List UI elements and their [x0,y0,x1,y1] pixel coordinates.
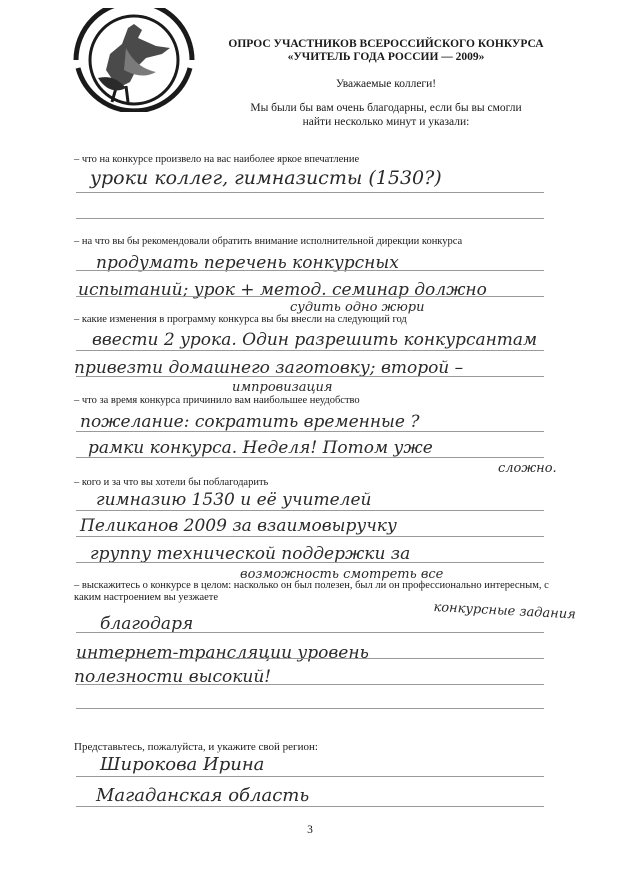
answer-line [76,806,544,807]
question-6-answer-3: интернет-трансляции уровень [76,643,369,663]
intro-line1: Мы были бы вам очень благодарны, если бы вы смогли [250,102,522,114]
question-2-answer-3: судить одно жюри [290,300,425,315]
question-3-answer-1: ввести 2 урока. Один разрешить конкурсантам [92,330,538,350]
respondent-region: Магаданская область [96,785,310,806]
answer-line [76,457,544,458]
intro-text [208,101,564,129]
question-1-answer-1: уроки коллег, гимназисты (1530?) [90,167,442,189]
pelican-emblem-icon [66,8,202,112]
answer-line [76,562,544,563]
answer-line [76,296,544,297]
question-3-answer-3: импровизация [232,380,333,395]
question-1-prompt: – что на конкурсе произвело на вас наиболее яркое впечатление [74,154,360,165]
answer-line [76,376,544,377]
answer-line [76,684,544,685]
question-5-answer-4: возможность смотреть все [240,567,444,582]
question-6-prompt: – выскажитесь о конкурсе в целом: насколько он был полезен, был ли он профессионально интересным, с каким настроением вы уезжаете [74,580,549,603]
question-6-answer-4: полезности высокий! [74,667,272,687]
question-5-prompt: – кого и за что вы хотели бы поблагодарить [74,477,269,488]
answer-line [76,658,544,659]
question-4-prompt: – что за время конкурса причинило вам наибольшее неудобство [74,395,360,406]
question-5-answer-3: группу технической поддержки за [90,544,411,564]
question-6-answer-2: благодаря [100,614,194,634]
answer-line [76,218,544,219]
question-6-answer-1: конкурсные задания [433,599,577,623]
answer-line [76,536,544,537]
answer-line [76,350,544,351]
answer-line [76,192,544,193]
question-5-answer-2: Пеликанов 2009 за взаимовыручку [80,516,397,536]
question-3-answer-2: привезти домашнего заготовку; второй – [74,358,464,378]
survey-title-line2: «УЧИТЕЛЬ ГОДА РОССИИ — 2009» [287,51,485,63]
question-4-answer-3: сложно. [498,461,557,476]
survey-title [208,38,564,64]
page-number: 3 [307,824,313,836]
answer-line [76,270,544,271]
answer-line [76,708,544,709]
question-4-answer-1: пожелание: сократить временные ? [80,412,420,432]
answer-line [76,632,544,633]
question-2-answer-2: испытаний; урок + метод. семинар должно [78,280,487,300]
question-5-answer-1: гимназию 1530 и её учителей [96,490,372,510]
question-2-prompt: – на что вы бы рекомендовали обратить внимание исполнительной дирекции конкурса [74,236,463,247]
question-3-prompt: – какие изменения в программу конкурса вы бы внесли на следующий год [74,314,407,325]
intro-line2: найти несколько минут и указали: [302,116,470,128]
answer-line [76,431,544,432]
greeting: Уважаемые коллеги! [335,78,437,90]
respondent-name: Широкова Ирина [100,754,265,775]
answer-line [76,510,544,511]
survey-title-line1: ОПРОС УЧАСТНИКОВ ВСЕРОССИЙСКОГО КОНКУРСА [228,38,544,50]
region-prompt: Представьтесь, пожалуйста, и укажите свой регион: [74,741,318,753]
question-4-answer-2: рамки конкурса. Неделя! Потом уже [88,438,433,458]
answer-line [76,776,544,777]
question-2-answer-1: продумать перечень конкурсных [96,253,399,273]
